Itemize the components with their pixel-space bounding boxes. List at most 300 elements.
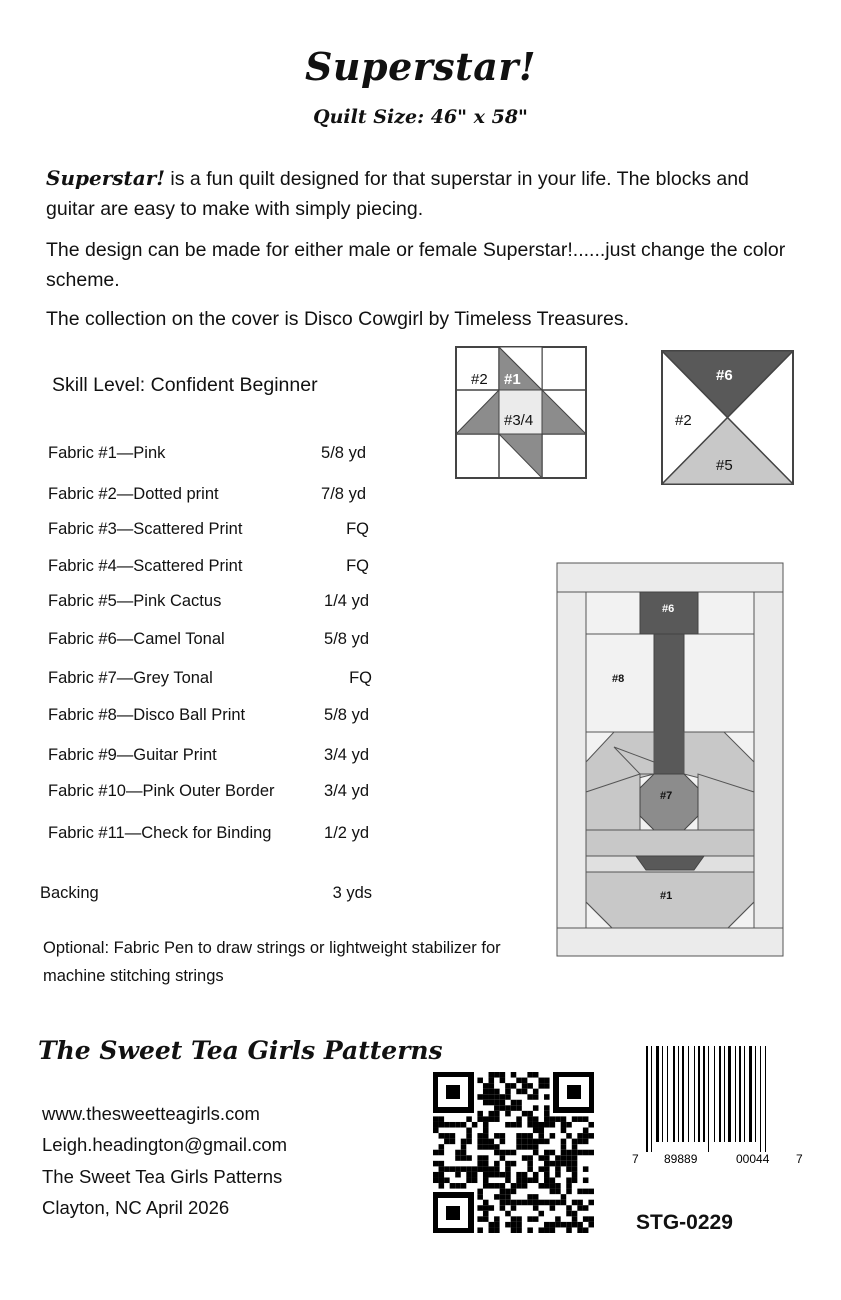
qr-module [489, 1078, 495, 1084]
top-border [557, 563, 783, 592]
qr-module [511, 1105, 517, 1111]
fabric-name: Fabric #10—Pink Outer Border [48, 782, 275, 800]
qr-module [583, 1205, 589, 1211]
qr-module [516, 1105, 522, 1111]
fabric-amount: FQ [346, 520, 369, 538]
qr-module [477, 1194, 483, 1200]
qr-module [566, 1177, 572, 1183]
fabric-amount: 5/8 yd [324, 706, 369, 724]
qr-module [522, 1177, 528, 1183]
qr-module [566, 1122, 572, 1128]
qr-module [572, 1200, 578, 1206]
qr-module [505, 1166, 511, 1172]
guitar-quilt-diagram [556, 562, 784, 957]
qr-module [544, 1177, 550, 1183]
qr-module [550, 1116, 556, 1122]
qr-module [466, 1128, 472, 1134]
qr-module [505, 1222, 511, 1228]
qr-module [561, 1222, 567, 1228]
fabric-name: Fabric #11—Check for Binding [48, 824, 272, 842]
barcode-bar [724, 1046, 725, 1142]
qr-module [489, 1072, 495, 1078]
qr-module [433, 1122, 439, 1128]
qr-module [489, 1183, 495, 1189]
qr-module [433, 1172, 439, 1178]
qr-module [577, 1227, 583, 1233]
qr-module [455, 1172, 461, 1178]
qr-module [500, 1205, 506, 1211]
skill-level: Skill Level: Confident Beginner [52, 374, 318, 396]
intro-title: Superstar! [46, 166, 166, 190]
qr-module [494, 1100, 500, 1106]
qr-module [483, 1094, 489, 1100]
fabric-name: Fabric #9—Guitar Print [48, 746, 217, 764]
qr-module [511, 1222, 517, 1228]
qr-module [511, 1189, 517, 1195]
qr-module [505, 1105, 511, 1111]
qr-module [572, 1150, 578, 1156]
qr-module [500, 1105, 506, 1111]
qr-module [550, 1183, 556, 1189]
qr-module [566, 1161, 572, 1167]
qr-module [577, 1205, 583, 1211]
qr-module [544, 1227, 550, 1233]
optional-note: Optional: Fabric Pen to draw strings or lightweight stabilizer for machine stitching strings [43, 939, 501, 985]
qr-module [522, 1172, 528, 1178]
qr-module [466, 1172, 472, 1178]
qr-module [455, 1183, 461, 1189]
fabric-name: Fabric #6—Camel Tonal [48, 630, 225, 648]
star-block-diagram [455, 346, 587, 479]
qr-module [527, 1144, 533, 1150]
hst-label-6: #6 [716, 367, 733, 384]
qr-module [516, 1183, 522, 1189]
barcode-bars [646, 1046, 766, 1152]
email-link[interactable]: Leigh.headington@gmail.com [42, 1134, 288, 1155]
barcode-digits-left: 89889 [664, 1152, 698, 1166]
qr-module [583, 1133, 589, 1139]
qr-module [466, 1139, 472, 1145]
qr-module [538, 1183, 544, 1189]
guitar-label-8: #8 [612, 673, 625, 685]
qr-module [505, 1094, 511, 1100]
qr-module [494, 1105, 500, 1111]
fabric-amount: 7/8 yd [321, 485, 366, 503]
qr-module [522, 1144, 528, 1150]
qr-module [544, 1116, 550, 1122]
qr-module [477, 1161, 483, 1167]
qr-module [444, 1166, 450, 1172]
fabric-name: Fabric #3—Scattered Print [48, 520, 243, 538]
qr-module [555, 1155, 561, 1161]
qr-module [455, 1122, 461, 1128]
qr-module [461, 1166, 467, 1172]
qr-module [527, 1139, 533, 1145]
qr-module [583, 1227, 589, 1233]
qr-module [489, 1083, 495, 1089]
qr-module [489, 1222, 495, 1228]
barcode-bar [765, 1046, 766, 1152]
barcode-bar [698, 1046, 700, 1142]
qr-module [544, 1172, 550, 1178]
qr-module [516, 1222, 522, 1228]
qr-module [577, 1189, 583, 1195]
qr-module [511, 1122, 517, 1128]
qr-module [550, 1222, 556, 1228]
qr-module [544, 1150, 550, 1156]
company-location-date: Clayton, NC April 2026 [42, 1197, 230, 1218]
qr-module [555, 1222, 561, 1228]
qr-module [516, 1100, 522, 1106]
qr-module [439, 1177, 445, 1183]
qr-module [516, 1089, 522, 1095]
company-name-plain: The Sweet Tea Girls Patterns [42, 1166, 283, 1187]
qr-module [544, 1094, 550, 1100]
qr-module [483, 1128, 489, 1134]
qr-module [439, 1166, 445, 1172]
qr-finder-center [567, 1085, 581, 1099]
qr-module [494, 1161, 500, 1167]
qr-module [483, 1177, 489, 1183]
qr-module [533, 1177, 539, 1183]
qr-module [511, 1216, 517, 1222]
qr-module [472, 1122, 478, 1128]
website-link[interactable]: www.thesweetteagirls.com [42, 1103, 260, 1124]
qr-module [489, 1205, 495, 1211]
qr-module [516, 1177, 522, 1183]
qr-module [583, 1139, 589, 1145]
qr-module [561, 1128, 567, 1134]
qr-module [477, 1166, 483, 1172]
qr-module [500, 1172, 506, 1178]
qr-module [450, 1139, 456, 1145]
fabric-name: Fabric #4—Scattered Print [48, 557, 243, 575]
barcode-digit-check: 7 [796, 1152, 803, 1166]
qr-module [477, 1216, 483, 1222]
qr-module [538, 1139, 544, 1145]
bridge [636, 856, 704, 870]
qr-module [522, 1111, 528, 1117]
qr-module [572, 1155, 578, 1161]
qr-module [500, 1194, 506, 1200]
hst-block-diagram [661, 350, 794, 485]
qr-module [533, 1205, 539, 1211]
barcode-bar [714, 1046, 715, 1142]
guitar-label-7: #7 [660, 790, 673, 802]
qr-module [522, 1078, 528, 1084]
qr-module [533, 1128, 539, 1134]
barcode-bar [688, 1046, 689, 1142]
qr-module [577, 1116, 583, 1122]
qr-module [489, 1116, 495, 1122]
fabric-amount: 3/4 yd [324, 782, 369, 800]
qr-module [477, 1094, 483, 1100]
qr-module [544, 1122, 550, 1128]
fabric-amount: 1/2 yd [324, 824, 369, 842]
qr-module [583, 1189, 589, 1195]
qr-module [522, 1183, 528, 1189]
qr-module [550, 1161, 556, 1167]
qr-module [439, 1116, 445, 1122]
fabric-name: Fabric #8—Disco Ball Print [48, 706, 246, 724]
qr-module [433, 1128, 439, 1134]
qr-module [533, 1200, 539, 1206]
qr-module [527, 1200, 533, 1206]
qr-module [489, 1089, 495, 1095]
barcode-bar [673, 1046, 675, 1142]
qr-module [527, 1166, 533, 1172]
qr-module [489, 1144, 495, 1150]
qr-module [433, 1161, 439, 1167]
qr-module [466, 1166, 472, 1172]
intro-text-1: is a fun quilt designed for that superstar in your life. The blocks and guitar are easy to make with simply piecing. [46, 168, 749, 220]
qr-module [500, 1133, 506, 1139]
qr-module [566, 1150, 572, 1156]
qr-module [555, 1183, 561, 1189]
qr-module [572, 1211, 578, 1217]
guitar-band [586, 830, 754, 856]
qr-module [566, 1205, 572, 1211]
qr-module [489, 1111, 495, 1117]
qr-module [538, 1122, 544, 1128]
qr-module [477, 1189, 483, 1195]
qr-module [494, 1133, 500, 1139]
qr-module [572, 1144, 578, 1150]
qr-module [455, 1166, 461, 1172]
qr-module [483, 1122, 489, 1128]
qr-module [527, 1194, 533, 1200]
qr-module [544, 1078, 550, 1084]
qr-module [561, 1161, 567, 1167]
qr-module [439, 1133, 445, 1139]
qr-module [522, 1200, 528, 1206]
qr-module [522, 1089, 528, 1095]
fabric-name: Fabric #7—Grey Tonal [48, 669, 213, 687]
qr-module [477, 1078, 483, 1084]
qr-module [550, 1205, 556, 1211]
qr-module [544, 1183, 550, 1189]
intro-paragraph-1 [46, 163, 796, 224]
qr-module [572, 1161, 578, 1167]
barcode-digits-right: 00044 [736, 1152, 770, 1166]
qr-module [561, 1122, 567, 1128]
barcode-bar [755, 1046, 756, 1142]
qr-module [477, 1205, 483, 1211]
guitar-neck [654, 634, 684, 774]
qr-module [516, 1122, 522, 1128]
fabric-name: Fabric #5—Pink Cactus [48, 592, 222, 610]
backing-name: Backing [40, 884, 99, 902]
qr-module [555, 1116, 561, 1122]
qr-module [439, 1122, 445, 1128]
qr-module [527, 1155, 533, 1161]
intro-paragraph-2: The design can be made for either male or female Superstar!......just change the color scheme. [46, 239, 786, 291]
fabric-amount: 5/8 yd [324, 630, 369, 648]
qr-module [583, 1150, 589, 1156]
qr-code [433, 1072, 594, 1233]
qr-module [544, 1083, 550, 1089]
qr-module [505, 1150, 511, 1156]
barcode-bar [682, 1046, 684, 1142]
guitar-label-1: #1 [660, 890, 673, 902]
qr-module [483, 1100, 489, 1106]
qr-module [477, 1155, 483, 1161]
qr-module [494, 1144, 500, 1150]
qr-module [505, 1122, 511, 1128]
fabric-amount: 1/4 yd [324, 592, 369, 610]
qr-module [450, 1183, 456, 1189]
qr-module [489, 1139, 495, 1145]
qr-module [505, 1083, 511, 1089]
qr-module [461, 1122, 467, 1128]
qr-module [577, 1139, 583, 1145]
qr-module [550, 1122, 556, 1128]
qr-module [489, 1227, 495, 1233]
barcode-bar [749, 1046, 752, 1142]
qr-module [483, 1155, 489, 1161]
qr-module [527, 1072, 533, 1078]
qr-module [550, 1150, 556, 1156]
qr-module [588, 1200, 594, 1206]
barcode-bar [694, 1046, 695, 1142]
qr-module [561, 1155, 567, 1161]
qr-module [577, 1150, 583, 1156]
qr-module [511, 1227, 517, 1233]
sound-hole [640, 774, 698, 830]
qr-module [450, 1166, 456, 1172]
qr-module [544, 1222, 550, 1228]
barcode-bar [678, 1046, 679, 1142]
qr-module [583, 1216, 589, 1222]
qr-module [494, 1111, 500, 1117]
qr-module [500, 1189, 506, 1195]
qr-module [583, 1116, 589, 1122]
qr-module [472, 1177, 478, 1183]
qr-module [444, 1139, 450, 1145]
qr-module [538, 1166, 544, 1172]
qr-module [555, 1166, 561, 1172]
qr-module [483, 1144, 489, 1150]
qr-module [533, 1194, 539, 1200]
qr-module [533, 1105, 539, 1111]
qr-module [505, 1200, 511, 1206]
qr-module [477, 1144, 483, 1150]
qr-module [466, 1155, 472, 1161]
qr-module [588, 1189, 594, 1195]
qr-module [533, 1139, 539, 1145]
qr-module [527, 1094, 533, 1100]
qr-module [461, 1150, 467, 1156]
qr-module [550, 1189, 556, 1195]
barcode-bar [744, 1046, 745, 1142]
qr-module [572, 1116, 578, 1122]
barcode-digit-lead: 7 [632, 1152, 639, 1166]
qr-module [544, 1161, 550, 1167]
qr-module [527, 1111, 533, 1117]
qr-module [533, 1094, 539, 1100]
qr-module [450, 1133, 456, 1139]
qr-module [527, 1133, 533, 1139]
qr-module [572, 1216, 578, 1222]
qr-module [561, 1144, 567, 1150]
qr-module [461, 1183, 467, 1189]
qr-module [483, 1200, 489, 1206]
guitar-label-6: #6 [662, 603, 675, 615]
qr-module [516, 1078, 522, 1084]
qr-module [516, 1144, 522, 1150]
qr-module [588, 1150, 594, 1156]
qr-module [483, 1161, 489, 1167]
qr-module [477, 1139, 483, 1145]
qr-module [505, 1177, 511, 1183]
qr-module [538, 1078, 544, 1084]
qr-module [483, 1089, 489, 1095]
qr-module [583, 1166, 589, 1172]
qr-module [444, 1133, 450, 1139]
barcode-bar [662, 1046, 663, 1142]
qr-module [494, 1116, 500, 1122]
qr-module [439, 1172, 445, 1178]
qr-module [494, 1222, 500, 1228]
star-label-1: #1 [504, 371, 521, 388]
qr-module [566, 1189, 572, 1195]
right-border [754, 592, 783, 928]
qr-module [494, 1227, 500, 1233]
qr-module [500, 1139, 506, 1145]
qr-module [461, 1144, 467, 1150]
qr-finder-center [446, 1085, 460, 1099]
qr-module [494, 1172, 500, 1178]
qr-module [505, 1172, 511, 1178]
qr-module [477, 1227, 483, 1233]
qr-module [527, 1116, 533, 1122]
qr-module [439, 1144, 445, 1150]
qr-module [433, 1150, 439, 1156]
qr-module [477, 1111, 483, 1117]
barcode [630, 1044, 810, 1169]
qr-module [494, 1089, 500, 1095]
qr-module [572, 1222, 578, 1228]
qr-module [522, 1139, 528, 1145]
qr-module [572, 1177, 578, 1183]
qr-module [494, 1183, 500, 1189]
qr-module [561, 1200, 567, 1206]
qr-module [466, 1133, 472, 1139]
fabric-name: Fabric #2—Dotted print [48, 485, 219, 503]
star-label-34: #3/4 [504, 412, 534, 429]
barcode-bar [739, 1046, 741, 1142]
qr-module [439, 1150, 445, 1156]
qr-module [500, 1183, 506, 1189]
qr-module [505, 1111, 511, 1117]
qr-module [527, 1216, 533, 1222]
qr-module [544, 1155, 550, 1161]
qr-module [505, 1189, 511, 1195]
backing-amount: 3 yds [332, 884, 372, 902]
qr-module [555, 1161, 561, 1167]
qr-module [483, 1172, 489, 1178]
qr-module [461, 1139, 467, 1145]
qr-module [555, 1172, 561, 1178]
qr-module [511, 1150, 517, 1156]
qr-module [461, 1155, 467, 1161]
qr-module [533, 1216, 539, 1222]
qr-module [522, 1155, 528, 1161]
qr-module [489, 1166, 495, 1172]
qr-module [566, 1211, 572, 1217]
qr-module [511, 1205, 517, 1211]
qr-module [483, 1139, 489, 1145]
